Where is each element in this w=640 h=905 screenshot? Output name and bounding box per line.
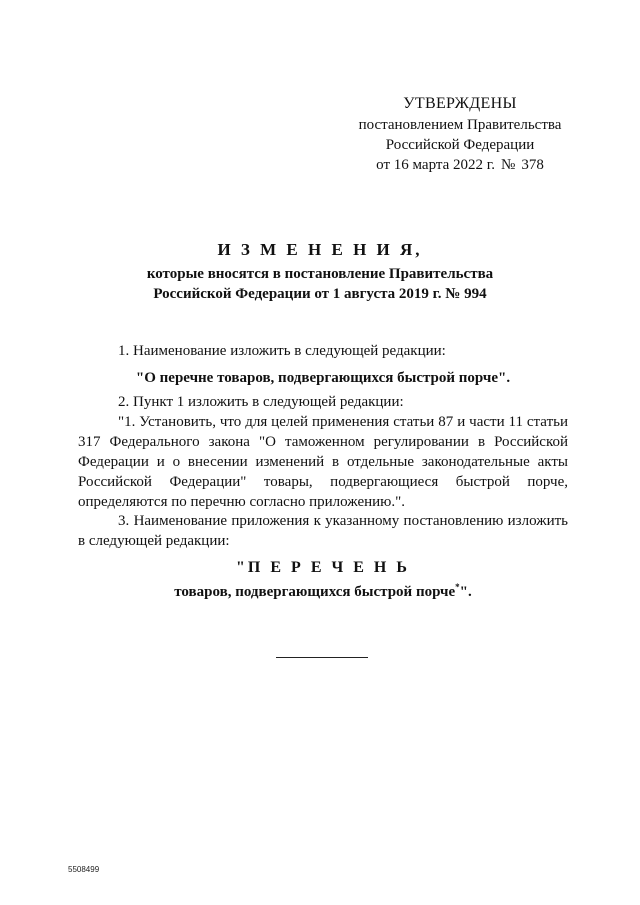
approval-date-line bbox=[340, 155, 580, 175]
document-code: 5508499 bbox=[68, 865, 100, 874]
item-2-body: "1. Установить, что для целей применения статьи 87 и части 11 статьи 317 Федерального закона "О таможенном регулировании в Российской Федерации и о внесении изменений в отдельные законодательные акты Российской Федерации" товары, подвергающиеся быстрой порче, определяются по перечню согласно приложению.". bbox=[78, 414, 568, 510]
perechen-subtitle-text: товаров, подвергающихся быстрой порче bbox=[174, 584, 456, 600]
approval-number-sign: № bbox=[501, 157, 516, 173]
approval-title: УТВЕРЖДЕНЫ bbox=[403, 95, 517, 112]
perechen-title: "П Е Р Е Ч Е Н Ь bbox=[236, 559, 410, 576]
approval-line-1: постановлением Правительства bbox=[358, 117, 562, 133]
changes-title: И З М Е Н Е Н И Я, bbox=[217, 240, 423, 259]
item-1: 1. Наименование изложить в следующей редакции: bbox=[118, 343, 446, 359]
approval-number: 378 bbox=[521, 157, 544, 173]
perechen-closing: ". bbox=[459, 584, 472, 600]
item-1-quote: "О перечне товаров, подвергающихся быстрой порче". bbox=[135, 370, 511, 386]
footnote-mark: * bbox=[455, 582, 460, 592]
approval-date: от 16 марта 2022 г. bbox=[376, 157, 495, 173]
changes-subtitle bbox=[60, 264, 580, 304]
item-2: 2. Пункт 1 изложить в следующей редакции: bbox=[118, 394, 404, 410]
approval-block bbox=[340, 94, 580, 175]
perechen-subtitle bbox=[78, 582, 568, 602]
changes-subtitle-line-1: которые вносятся в постановление Правительства bbox=[146, 266, 494, 282]
separator-line bbox=[276, 657, 368, 658]
changes-subtitle-line-2: Российской Федерации от 1 августа 2019 г. № 994 bbox=[153, 286, 487, 302]
item-3: 3. Наименование приложения к указанному постановлению изложить в следующей редакции: bbox=[78, 513, 568, 549]
approval-line-2: Российской Федерации bbox=[385, 137, 535, 153]
